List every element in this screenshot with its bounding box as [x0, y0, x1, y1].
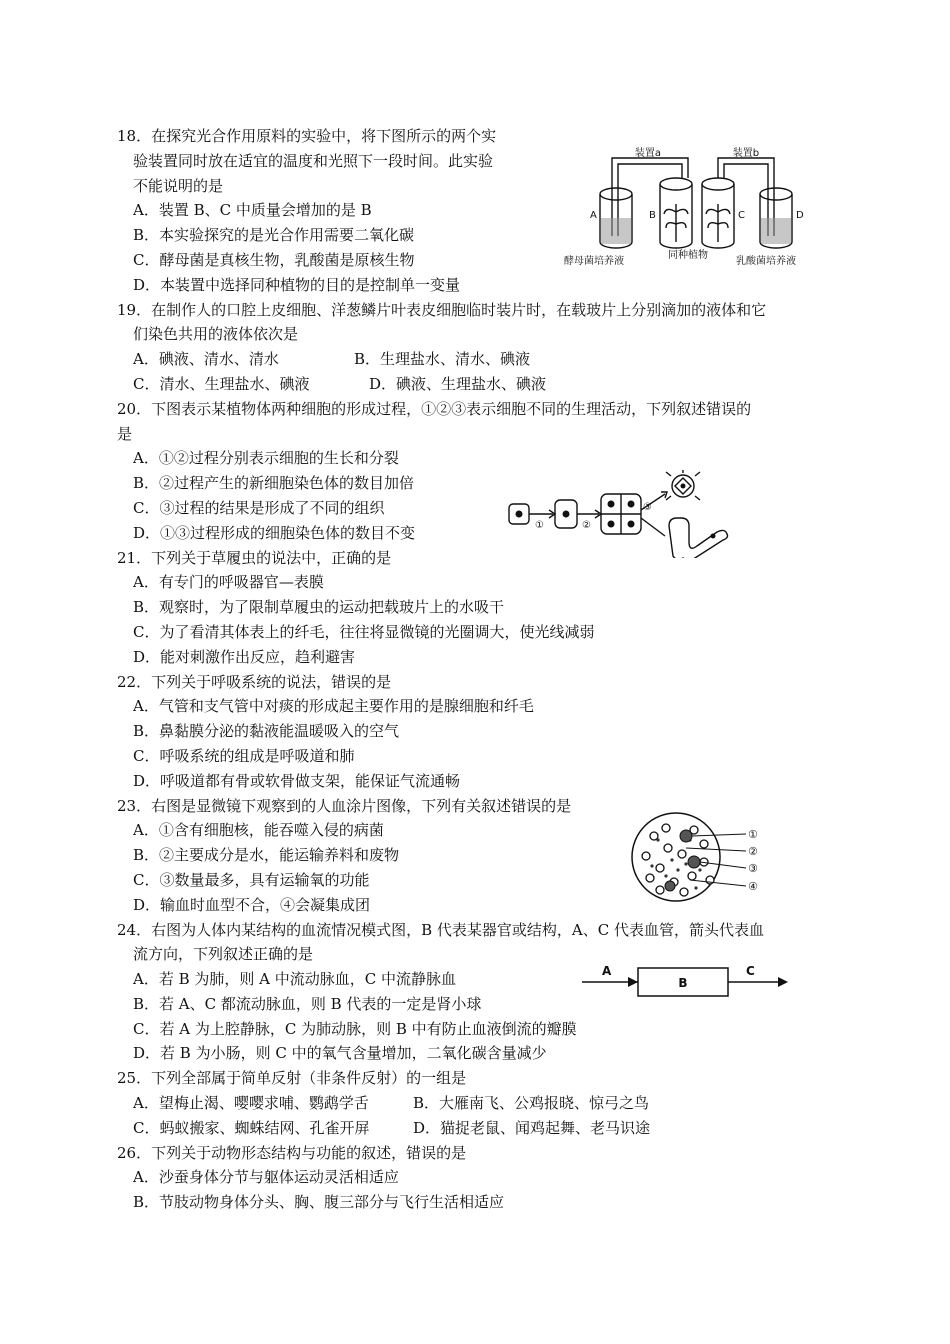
- flow-label-a: A: [602, 964, 612, 978]
- q25-option-d: D．猫捉老鼠、闻鸡起舞、老马识途: [413, 1118, 651, 1137]
- white-cell-1: [680, 830, 692, 842]
- flow-label-b: B: [678, 976, 688, 990]
- q19-option-c: C．清水、生理盐水、碘液: [133, 374, 310, 393]
- cell-root-hair: [669, 518, 728, 558]
- q18-option-c: C．酵母菌是真核生物，乳酸菌是原核生物: [133, 250, 415, 269]
- step-3-label: ③: [643, 502, 652, 513]
- q23-option-a: A．①含有细胞核，能吞噬入侵的病菌: [133, 821, 384, 840]
- question-list: [117, 124, 857, 1215]
- q18-option-b: B．本实验探究的是光合作用需要二氧化碳: [133, 226, 415, 245]
- q24-stem-2: 流方向，下列叙述正确的是: [133, 945, 314, 964]
- q26-stem-1: 26．下列关于动物形态结构与功能的叙述，错误的是: [117, 1143, 467, 1162]
- tube-a: [612, 158, 688, 188]
- q20-option-b: B．②过程产生的新细胞染色体的数目加倍: [133, 474, 415, 493]
- tube-b: [718, 158, 774, 188]
- q20-stem-2: 是: [117, 424, 133, 443]
- q25-option-a: A．望梅止渴、嘤嘤求哺、鹦鹉学舌: [133, 1094, 369, 1113]
- q23-option-c: C．③数量最多，具有运输氧的功能: [133, 870, 370, 889]
- step-2-label: ②: [582, 520, 591, 531]
- q19-stem-2: 们染色共用的液体依次是: [133, 325, 299, 344]
- question-26: [117, 1141, 857, 1215]
- q23-option-b: B．②主要成分是水，能运输养料和废物: [133, 846, 400, 865]
- q22-option-a: A．气管和支气管中对痰的形成起主要作用的是腺细胞和纤毛: [133, 697, 534, 716]
- question-21: [117, 546, 857, 670]
- q21-option-d: D．能对刺激作出反应，趋利避害: [133, 647, 356, 666]
- q21-option-c: C．为了看清其体表上的纤毛，往往将显微镜的光圈调大，使光线减弱: [133, 622, 595, 641]
- q21-stem-1: 21．下列关于草履虫的说法中，正确的是: [117, 548, 392, 567]
- question-19: [117, 298, 857, 397]
- q26-option-b: B．节肢动物身体分头、胸、腹三部分与飞行生活相适应: [133, 1193, 505, 1212]
- q18-option-d: D．本装置中选择同种植物的目的是控制单一变量: [133, 275, 461, 294]
- q20-option-c: C．③过程的结果是形成了不同的组织: [133, 498, 385, 517]
- q19-stem-1: 19．在制作人的口腔上皮细胞、洋葱鳞片叶表皮细胞临时装片时，在载玻片上分别滴加的液体和它: [117, 300, 767, 319]
- blood-label-1: ①: [748, 828, 758, 841]
- q19-option-b: B．生理盐水、清水、碘液: [354, 350, 531, 369]
- question-22: [117, 670, 857, 794]
- blood-label-3: ③: [748, 862, 758, 875]
- q19-option-a: A．碘液、清水、清水: [133, 350, 279, 369]
- q23-option-d: D．输血时血型不合，④会凝集成团: [133, 895, 371, 914]
- q22-option-b: B．鼻黏膜分泌的黏液能温暖吸入的空气: [133, 722, 400, 741]
- caption-yeast: 酵母菌培养液: [564, 256, 624, 267]
- q24-option-d: D．若 B 为小肠，则 C 中的氧气含量增加，二氧化碳含量减少: [133, 1044, 547, 1063]
- q18-stem-1: 18．在探究光合作用原料的实验中，将下图所示的两个实: [117, 127, 497, 145]
- white-cell-2: [688, 856, 700, 868]
- plant-c: [706, 204, 730, 242]
- plant-b: [664, 204, 688, 242]
- q18-stem-3: 不能说明的是: [133, 176, 224, 195]
- q23-stem-1: 23．右图是显微镜下观察到的人血涂片图像，下列有关叙述错误的是: [117, 796, 572, 815]
- q18-stem-2: 验装置同时放在适宜的温度和光照下一段时间。此实验: [133, 151, 494, 170]
- caption-lactic: 乳酸菌培养液: [736, 256, 796, 267]
- q22-option-d: D．呼吸道都有骨或软骨做支架，能保证气流通畅: [133, 771, 461, 790]
- step-1-label: ①: [535, 520, 544, 531]
- q20-option-a: A．①②过程分别表示细胞的生长和分裂: [133, 449, 399, 468]
- q24-option-c: C．若 A 为上腔静脉，C 为肺动脉，则 B 中有防止血液倒流的瓣膜: [133, 1019, 577, 1038]
- question-25: [117, 1066, 857, 1140]
- q18-option-a: A．装置 B、C 中质量会增加的是 B: [133, 201, 372, 220]
- cell-process-figure: [505, 470, 740, 558]
- q22-option-c: C．呼吸系统的组成是呼吸道和肺: [133, 746, 355, 765]
- q25-option-c: C．蚂蚁搬家、蜘蛛结网、孔雀开屏: [133, 1118, 370, 1137]
- q19-options-row-1: [117, 347, 857, 372]
- q26-option-a: A．沙蚕身体分节与躯体运动灵活相适应: [133, 1168, 399, 1187]
- letter-a: A: [590, 210, 597, 221]
- letter-b: B: [649, 210, 656, 221]
- question-20: [117, 397, 857, 546]
- letter-d: D: [796, 210, 804, 221]
- q20-option-d: D．①③过程形成的细胞染色体的数目不变: [133, 523, 416, 542]
- blood-label-2: ②: [748, 845, 758, 858]
- q24-stem-1: 24．右图为人体内某结构的血流情况模式图，B 代表某器官或结构，A、C 代表血管，箭头代表血: [117, 920, 764, 939]
- q25-options-row-2: [117, 1116, 857, 1141]
- q19-options-row-2: [117, 372, 857, 397]
- q22-stem-1: 22．下列关于呼吸系统的说法，错误的是: [117, 672, 392, 691]
- blood-flow-figure: [580, 962, 790, 1002]
- apparatus-label-b: 装置b: [732, 148, 760, 159]
- caption-plant: 同种植物: [668, 250, 708, 261]
- blood-label-4: ④: [748, 880, 758, 893]
- flow-label-c: C: [746, 964, 755, 978]
- q24-option-a: A．若 B 为肺，则 A 中流动脉血，C 中流静脉血: [133, 970, 457, 989]
- q19-option-d: D．碘液、生理盐水、碘液: [369, 374, 547, 393]
- q25-stem-1: 25．下列全部属于简单反射（非条件反射）的一组是: [117, 1069, 467, 1088]
- q21-option-a: A．有专门的呼吸器官—表膜: [133, 573, 324, 592]
- apparatus-label-a: 装置a: [634, 148, 662, 159]
- q21-option-b: B．观察时，为了限制草履虫的运动把载玻片上的水吸干: [133, 598, 505, 617]
- q20-stem-1: 20．下图表示某植物体两种细胞的形成过程，①②③表示细胞不同的生理活动，下列叙述错误的: [117, 399, 752, 418]
- letter-c: C: [738, 210, 745, 221]
- q25-option-b: B．大雁南飞、公鸡报晓、惊弓之鸟: [413, 1094, 650, 1113]
- blood-smear-figure: [630, 810, 765, 904]
- q25-options-row-1: [117, 1091, 857, 1116]
- apparatus-figure: [560, 146, 830, 272]
- q24-option-b: B．若 A、C 都流动脉血，则 B 代表的一定是肾小球: [133, 994, 482, 1013]
